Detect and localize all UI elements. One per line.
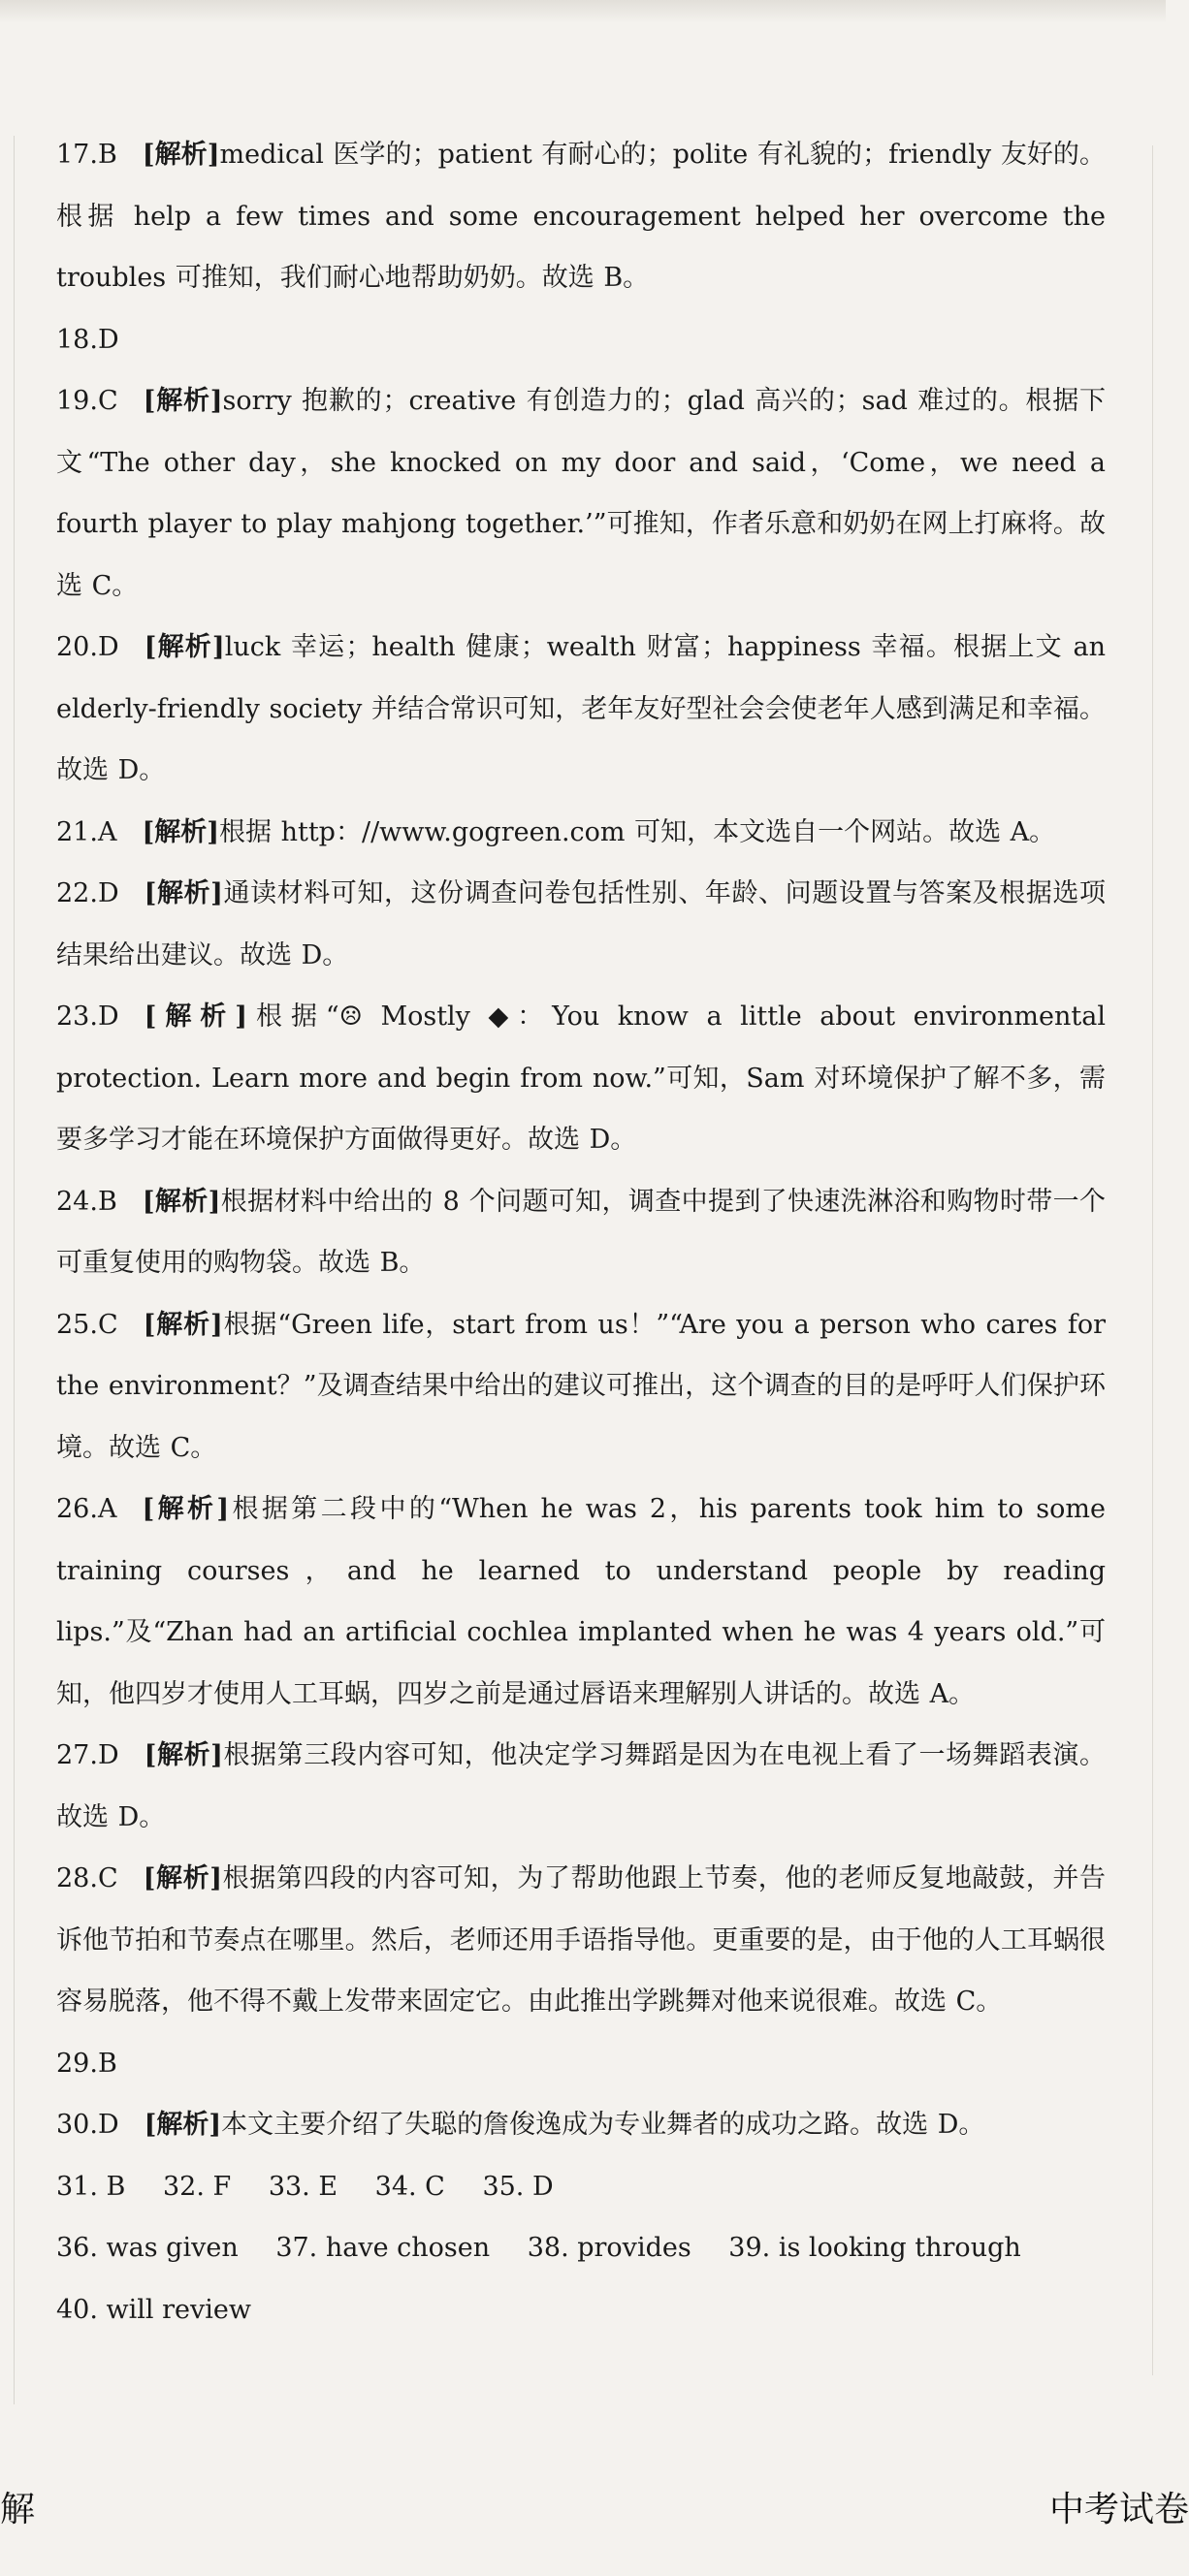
question-number: 17.: [56, 140, 98, 170]
question-number: 27.: [56, 1740, 98, 1770]
analysis-text: luck 幸运；health 健康；wealth 财富；happiness 幸福。根据上文 an elderly-friendly society 并结合常识可知，老年友好型社会会使老年人感到满足和幸福。故选 D。: [56, 632, 1106, 785]
analysis-text: 通读材料可知，这份调查问卷包括性别、年龄、问题设置与答案及根据选项结果给出建议。故选 D。: [56, 878, 1106, 970]
question-number: 24.: [56, 1186, 98, 1217]
answer-letter: A: [97, 1494, 117, 1524]
question-number: 23.: [56, 1002, 98, 1032]
question-number: 20.: [56, 632, 98, 662]
analysis-tag: [解析]: [142, 816, 220, 847]
analysis-tag: [解析]: [144, 2110, 222, 2140]
answer-entry: [56, 1725, 1106, 1848]
question-number: 19.: [56, 386, 98, 416]
answer-31: 31. B: [56, 2171, 126, 2202]
answer-letter: B: [97, 1186, 117, 1217]
answer-letter: B: [97, 140, 117, 170]
analysis-tag: [解析]: [144, 1740, 223, 1770]
analysis-tag: [解析]: [142, 1494, 230, 1524]
answer-39: 39. is looking through: [728, 2233, 1021, 2263]
answer-35: 35. D: [482, 2171, 554, 2202]
footer-left-text: 解: [0, 2490, 36, 2529]
question-number: 18.: [56, 324, 98, 355]
analysis-tag: [解析]: [144, 878, 223, 908]
analysis-tag: [解析]: [144, 632, 225, 662]
analysis-tag: [解析]: [143, 386, 223, 416]
answer-entry: [56, 2033, 1106, 2095]
footer-right-text: 中考试卷: [1049, 2490, 1189, 2529]
answer-entry: [56, 986, 1106, 1171]
answer-37: 37. have chosen: [275, 2233, 491, 2263]
left-margin-rule: [14, 136, 15, 2404]
answer-entry: [56, 1294, 1106, 1479]
answer-key-content: [56, 124, 1106, 2340]
answer-36: 36. was given: [56, 2233, 239, 2263]
answer-entry: [56, 863, 1106, 986]
answers-31-35: [56, 2156, 1106, 2218]
analysis-text: sorry 抱歉的；creative 有创造力的；glad 高兴的；sad 难过的。根据下文“The other day，she knocked on my door and said，‘Come，we need a fourth player to play mahjong together.’”可推知，作者乐意和奶奶在网上打麻将。故选 C。: [56, 386, 1106, 601]
answer-40: 40. will review: [56, 2294, 251, 2325]
analysis-text: 根据 http：//www.gogreen.com 可知，本文选自一个网站。故选 A。: [219, 816, 1056, 847]
answer-32: 32. F: [162, 2171, 232, 2202]
answer-entry: [56, 2094, 1106, 2156]
question-number: 21.: [56, 816, 98, 847]
analysis-text: 根据“☹ Mostly ◆：You know a little about environmental protection. Learn more and begin from now.”可知，Sam 对环境保护了解不多，需要多学习才能在环境保护方面做得更好。故选 D。: [56, 1002, 1106, 1155]
answer-38: 38. provides: [527, 2233, 691, 2263]
right-margin-rule: [1152, 145, 1153, 2375]
answer-letter: D: [97, 2110, 119, 2140]
answer-34: 34. C: [374, 2171, 445, 2202]
answer-letter: B: [97, 2048, 117, 2079]
question-number: 26.: [56, 1494, 98, 1524]
answers-36-39: [56, 2217, 1106, 2279]
analysis-text: 根据第四段的内容可知，为了帮助他跟上节奏，他的老师反复地敲鼓，并告诉他节拍和节奏点在哪里。然后，老师还用手语指导他。更重要的是，由于他的人工耳蜗很容易脱落，他不得不戴上发带来固定它。由此推出学跳舞对他来说很难。故选 C。: [56, 1863, 1106, 2017]
answer-entry: [56, 370, 1106, 617]
answer-entry: [56, 802, 1106, 864]
answers-40: [56, 2279, 1106, 2341]
question-number: 25.: [56, 1309, 98, 1340]
question-number: 29.: [56, 2048, 98, 2079]
analysis-text: 根据第二段中的“When he was 2，his parents took him to some training courses，and he learned to understand people by reading lips.”及“Zhan had an artificial cochlea implanted when he was 4 years old.”可知，他四岁才使用人工耳蜗，四岁之前是通过唇语来理解别人讲话的。故选 A。: [56, 1494, 1106, 1709]
answer-letter: A: [97, 816, 117, 847]
answer-letter: D: [97, 1740, 119, 1770]
question-number: 28.: [56, 1863, 98, 1893]
answer-letter: D: [97, 1002, 119, 1032]
analysis-tag: [解析]: [142, 140, 220, 170]
answer-entry: [56, 1479, 1106, 1725]
answer-letter: D: [97, 878, 119, 908]
analysis-tag: [解析]: [144, 1002, 248, 1032]
question-number: 30.: [56, 2110, 98, 2140]
answer-entry: [56, 124, 1106, 309]
answer-letter: D: [97, 324, 119, 355]
answer-letter: D: [97, 632, 119, 662]
answer-entry: [56, 1171, 1106, 1294]
analysis-text: 根据第三段内容可知，他决定学习舞蹈是因为在电视上看了一场舞蹈表演。故选 D。: [56, 1740, 1106, 1832]
question-number: 22.: [56, 878, 98, 908]
analysis-text: 根据“Green life，start from us！”“Are you a person who cares for the environment？”及调查结果中给出的建议可推出，这个调查的目的是呼吁人们保护环境。故选 C。: [56, 1309, 1106, 1463]
analysis-text: 根据材料中给出的 8 个问题可知，调查中提到了快速洗淋浴和购物时带一个可重复使用的购物袋。故选 B。: [56, 1186, 1106, 1278]
answer-letter: C: [97, 1309, 118, 1340]
analysis-tag: [解析]: [143, 1863, 222, 1893]
analysis-text: medical 医学的；patient 有耐心的；polite 有礼貌的；friendly 友好的。根据 help a few times and some encouragement helped her overcome the troubles 可推知，我们耐心地帮助奶奶。故选 B。: [56, 140, 1106, 293]
analysis-tag: [解析]: [142, 1186, 221, 1217]
answer-33: 33. E: [268, 2171, 338, 2202]
answer-letter: C: [97, 1863, 118, 1893]
answer-entry: [56, 617, 1106, 802]
answer-letter: C: [97, 386, 118, 416]
answer-entry: [56, 309, 1106, 371]
analysis-tag: [解析]: [143, 1309, 223, 1340]
analysis-text: 本文主要介绍了失聪的詹俊逸成为专业舞者的成功之路。故选 D。: [221, 2110, 985, 2140]
answer-entry: [56, 1848, 1106, 2033]
answer-entries: [56, 124, 1106, 2156]
page-top-shadow: [0, 0, 1166, 23]
